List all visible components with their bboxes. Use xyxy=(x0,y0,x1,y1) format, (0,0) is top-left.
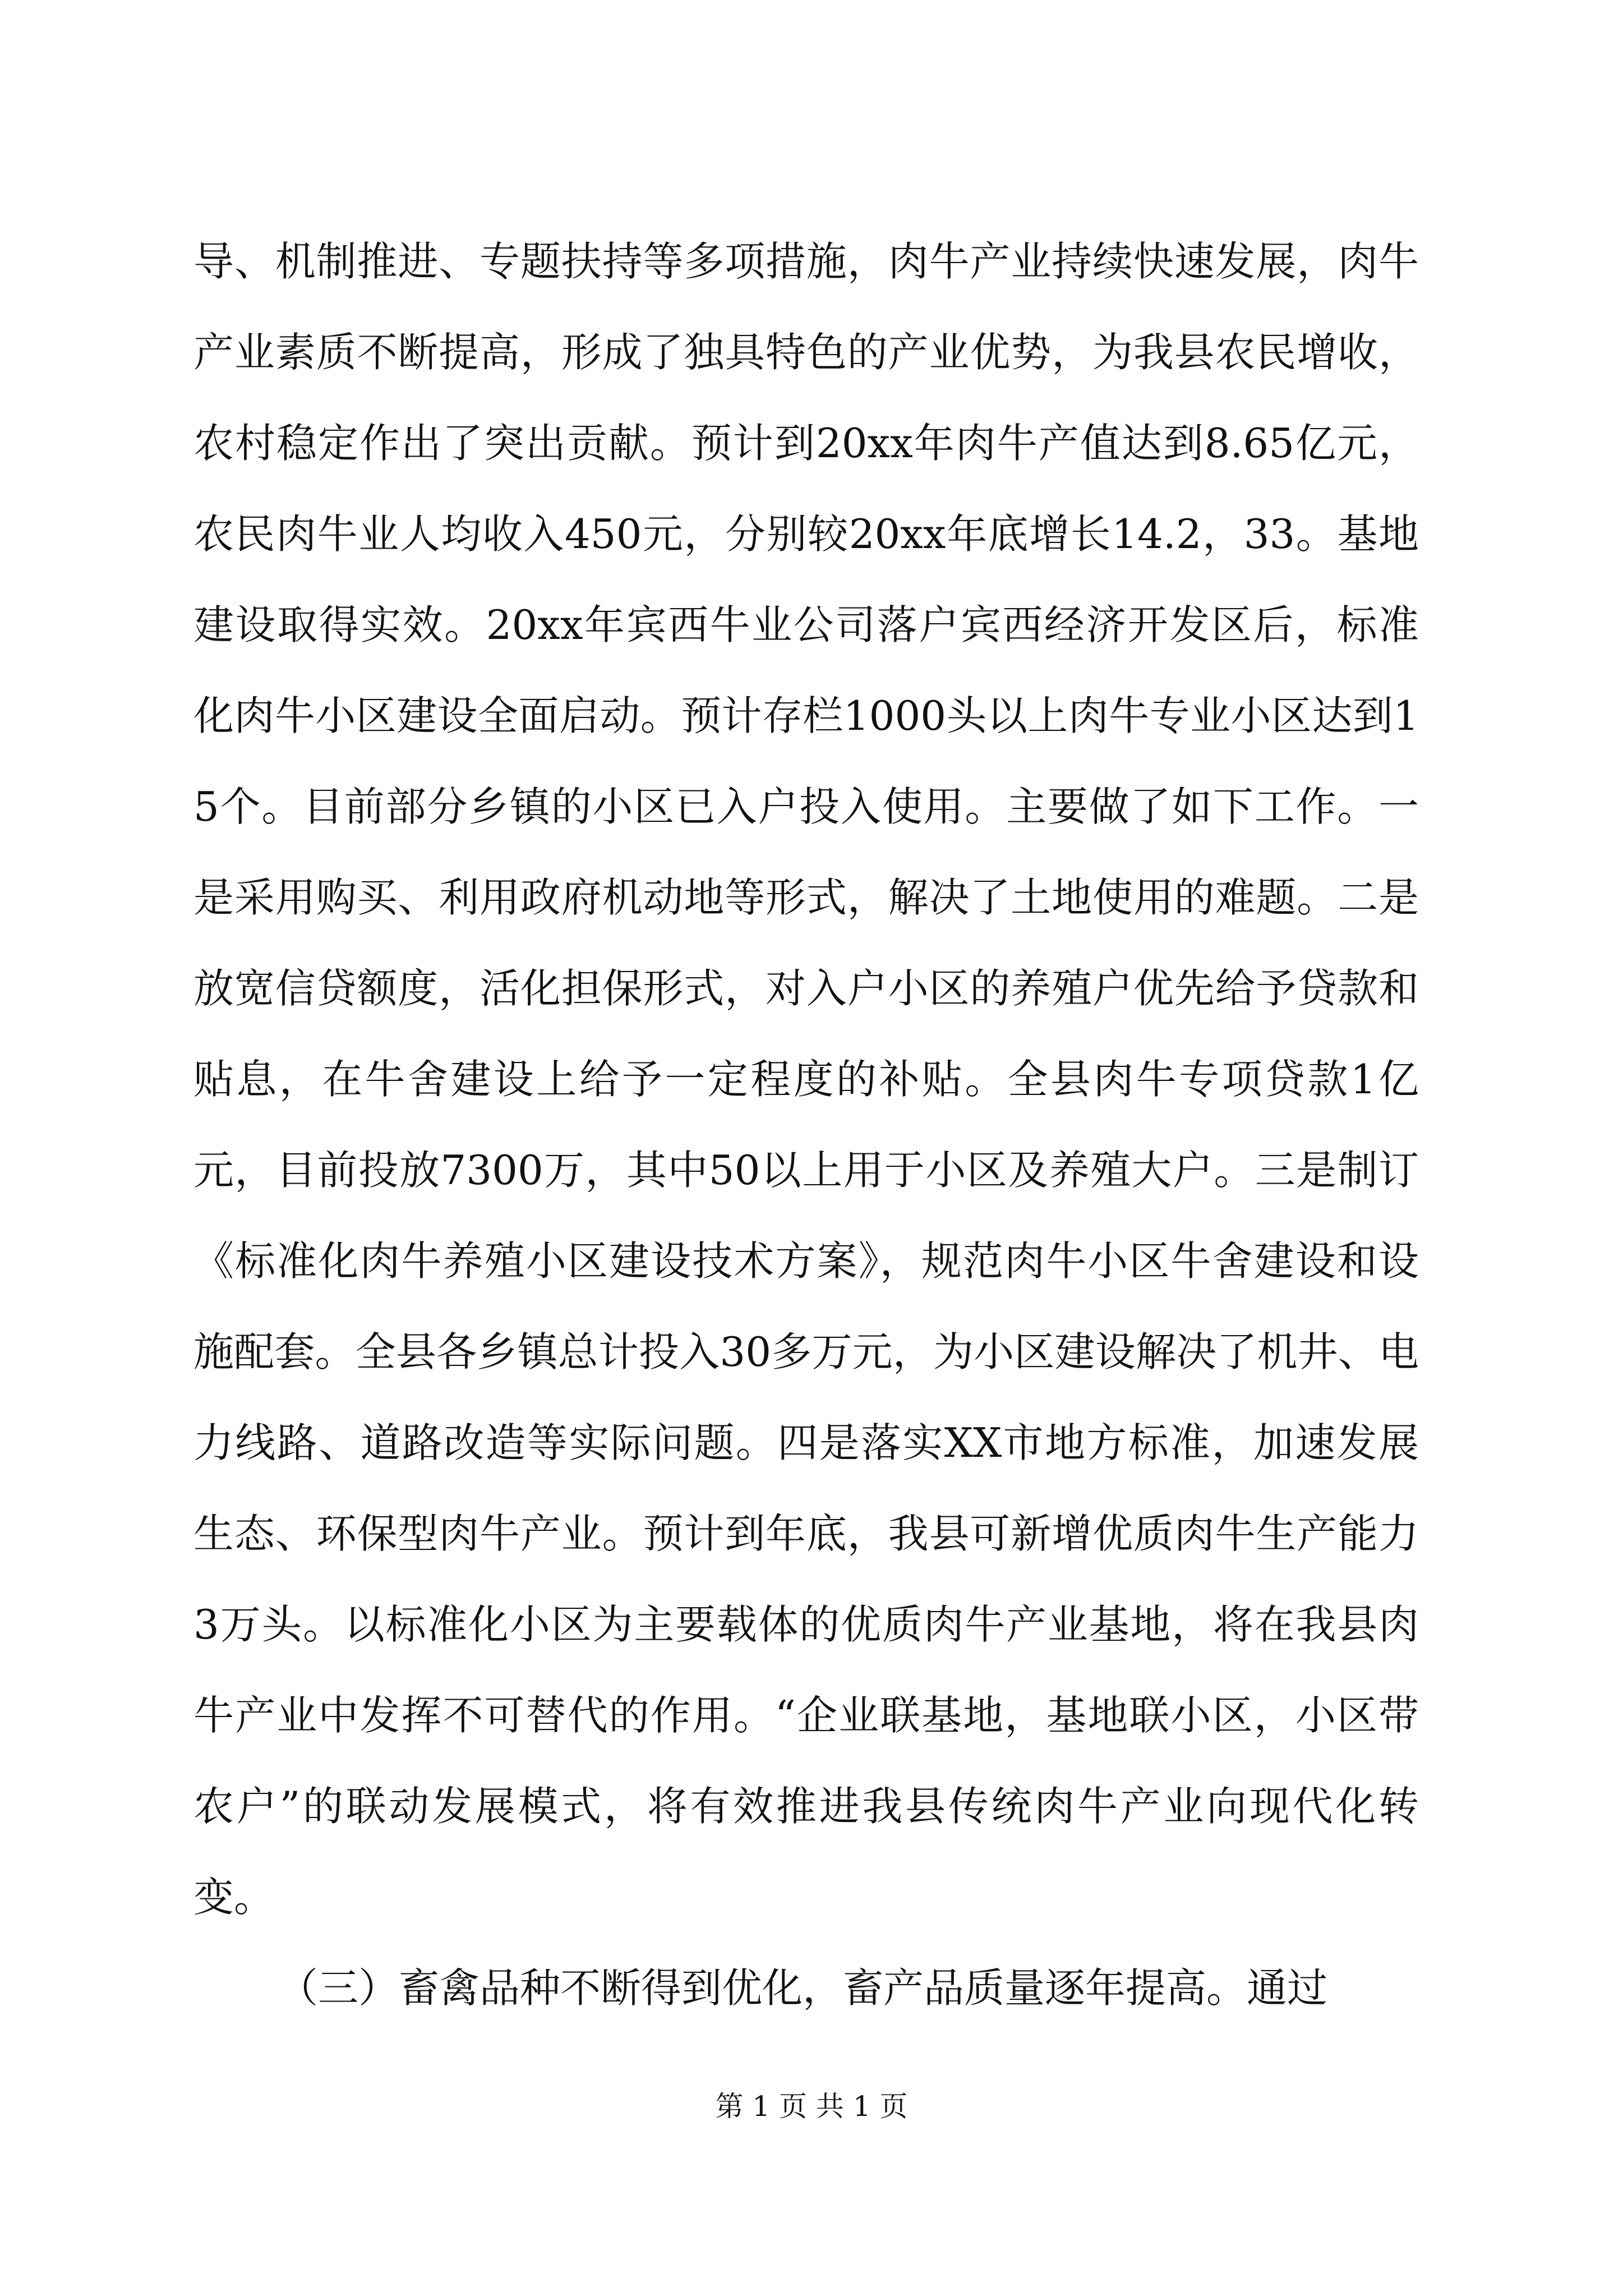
document-body xyxy=(193,216,1419,2033)
body-paragraph-2: （三）畜禽品种不断得到优化，畜产品质量逐年提高。通过 xyxy=(278,1964,1328,2012)
body-paragraph-1: 导、机制推进、专题扶持等多项措施，肉牛产业持续快速发展，肉牛产业素质不断提高，形成了独具特色的产业优势，为我县农民增收，农村稳定作出了突出贡献。预计到20xx年肉牛产值达到8.65亿元，农民肉牛业人均收入450元，分别较20xx年底增长14.2，33。基地建设取得实效。20xx年宾西牛业公司落户宾西经济开发区后，标准化肉牛小区建设全面启动。预计存栏1000头以上肉牛专业小区达到15个。目前部分乡镇的小区已入户投入使用。主要做了如下工作。一是采用购买、利用政府机动地等形式，解决了土地使用的难题。二是放宽信贷额度，活化担保形式，对入户小区的养殖户优先给予贷款和贴息，在牛舍建设上给予一定程度的补贴。全县肉牛专项贷款1亿元，目前投放7300万，其中50以上用于小区及养殖大户。三是制订《标准化肉牛养殖小区建设技术方案》，规范肉牛小区牛舍建设和设施配套。全县各乡镇总计投入30多万元，为小区建设解决了机井、电力线路、道路改造等实际问题。四是落实XX市地方标准，加速发展生态、环保型肉牛产业。预计到年底，我县可新增优质肉牛生产能力3万头。以标准化小区为主要载体的优质肉牛产业基地，将在我县肉牛产业中发挥不可替代的作用。“企业联基地，基地联小区，小区带农户”的联动发展模式，将有效推进我县传统肉牛产业向现代化转变。 xyxy=(193,238,1419,1921)
page-footer: 第 1 页 共 1 页 xyxy=(715,2090,908,2123)
